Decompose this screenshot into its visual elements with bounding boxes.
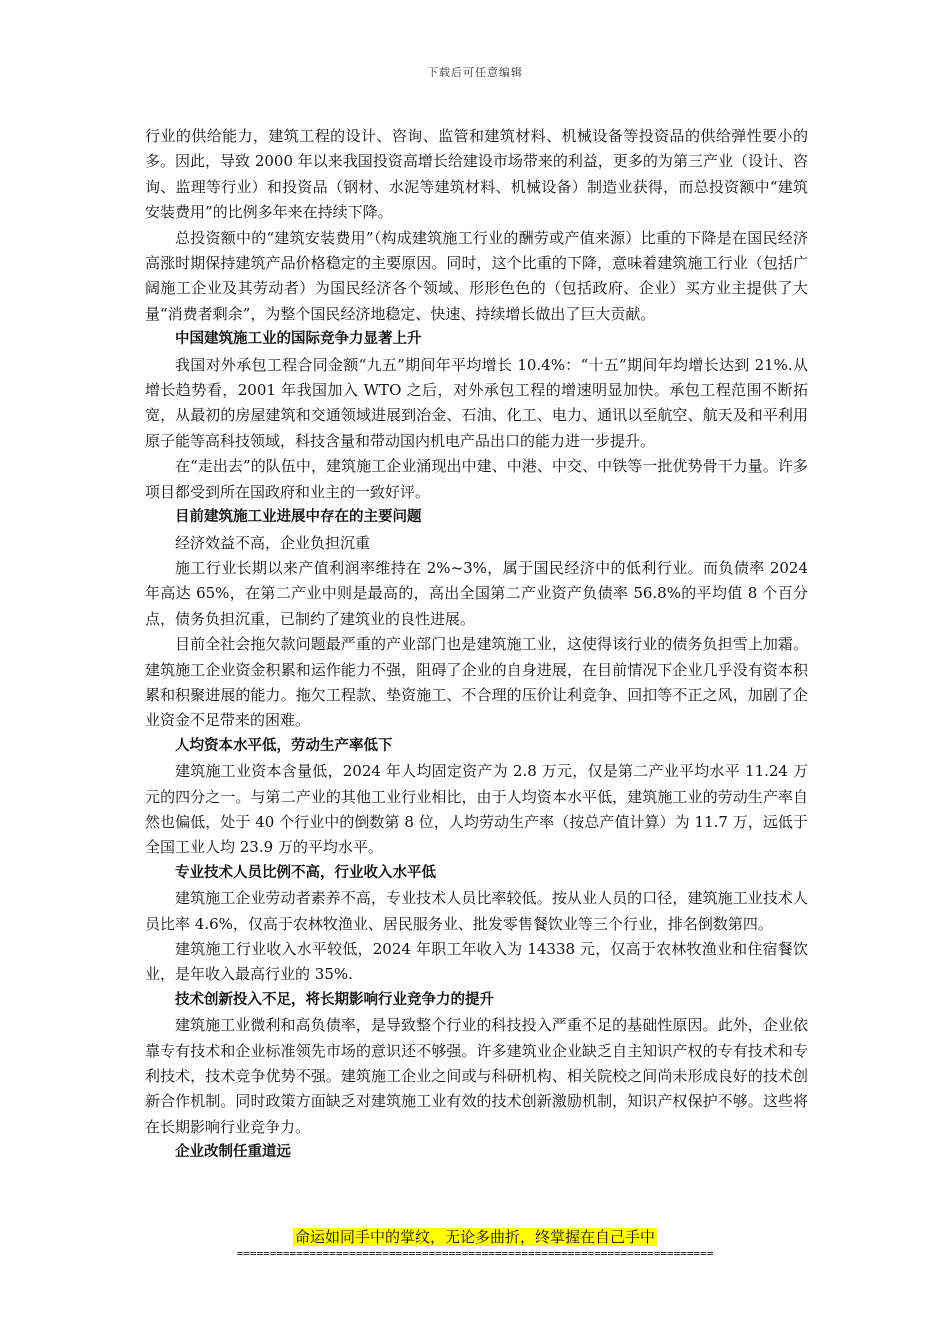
section-heading: 目前建筑施工业进展中存在的主要问题 xyxy=(175,509,422,526)
paragraph: 建筑施工业微利和高负债率，是导致整个行业的科技投入严重不足的基础性原因。此外，企业依靠专有技术和企业标准领先市场的意识还不够强。许多建筑业企业缺乏自主知识产权的专有技术和专利技术，技术竞争优势不强。建筑施工企业之间或与科研机构、相关院校之间尚未形成良好的技术创新合作机制。同时政策方面缺乏对建筑施工业有效的技术创新激励机制，知识产权保护不够。这些将在长期影响行业竞争力。 xyxy=(145,1016,808,1136)
paragraph: 行业的供给能力，建筑工程的设计、咨询、监管和建筑材料、机械设备等投资品的供给弹性要小的多。因此，导致 2000 年以来我国投资高增长给建设市场带来的利益，更多的为第三产业（设计、咨询、监理等行业）和投资品（钢材、水泥等建筑材料、机械设备）制造业获得，而总投资额中“建筑安装费用”的比例多年来在持续下降。 xyxy=(145,127,808,222)
highlighted-motto-text: 命运如同手中的掌纹，无论多曲折，终掌握在自己手中 xyxy=(294,1228,655,1246)
paragraph: 建筑施工业资本含量低，2024 年人均固定资产为 2.8 万元，仅是第二产业平均水平 11.24 万元的四分之一。与第二产业的其他工业行业相比，由于人均资本水平低，建筑施工业的劳动生产率自然也偏低，处于 40 个行业中的倒数第 8 位，人均劳动生产率（按总产值计算）为 11.7 万，远低于全国工业人均 23.9 万的平均水平。 xyxy=(145,762,808,857)
section-heading: 专业技术人员比例不高，行业收入水平低 xyxy=(175,864,436,881)
paragraph: 经济效益不高，企业负担沉重 xyxy=(175,533,371,552)
document-body xyxy=(145,124,808,1166)
paragraph: 我国对外承包工程合同金额“九五”期间年平均增长 10.4%：“十五”期间年均增长达到 21%.从增长趋势看，2001 年我国加入 WTO 之后，对外承包工程的增速明显加快。承包工程范围不断拓宽，从最初的房屋建筑和交通领域进展到冶金、石油、化工、电力、通讯以至航空、航天及和平利用原子能等高科技领域，科技含量和带动国内机电产品出口的能力进一步提升。 xyxy=(145,355,808,450)
page-header: 下载后可任意编辑 xyxy=(427,66,523,79)
section-heading: 技术创新投入不足，将长期影响行业竞争力的提升 xyxy=(175,991,494,1008)
section-heading: 企业改制任重道远 xyxy=(175,1144,291,1161)
paragraph: 在“走出去”的队伍中，建筑施工企业涌现出中建、中港、中交、中铁等一批优势骨干力量。许多项目都受到所在国政府和业主的一致好评。 xyxy=(145,457,808,501)
paragraph: 建筑施工企业劳动者素养不高，专业技术人员比率较低。按从业人员的口径，建筑施工业技术人员比率 4.6%，仅高于农林牧渔业、居民服务业、批发零售餐饮业等三个行业，排名倒数第四。 xyxy=(145,889,808,933)
paragraph: 建筑施工行业收入水平较低，2024 年职工年收入为 14338 元，仅高于农林牧渔业和住宿餐饮业，是年收入最高行业的 35%. xyxy=(145,940,808,984)
section-heading: 中国建筑施工业的国际竞争力显著上升 xyxy=(175,331,422,348)
paragraph: 总投资额中的“建筑安装费用”（构成建筑施工行业的酬劳或产值来源）比重的下降是在国民经济高涨时期保持建筑产品价格稳定的主要原因。同时，这个比重的下降，意味着建筑施工行业（包括广阔施工企业及其劳动者）为国民经济各个领域、形形色色的（包括政府、企业）买方业主提供了大量“消费者剩余”，为整个国民经济地稳定、快速、持续增长做出了巨大贡献。 xyxy=(145,228,808,323)
paragraph: 施工行业长期以来产值利润率维持在 2%~3%，属于国民经济中的低利行业。而负债率 2024 年高达 65%，在第二产业中则是最高的，高出全国第二产业资产负债率 56.8%的平均值 8 个百分点，债务负担沉重，已制约了建筑业的良性进展。 xyxy=(145,558,808,628)
footer-divider: ======================================================================== xyxy=(236,1247,714,1260)
section-heading: 人均资本水平低，劳动生产率低下 xyxy=(175,737,393,754)
paragraph: 目前全社会拖欠款问题最严重的产业部门也是建筑施工业，这使得该行业的债务负担雪上加霜。建筑施工企业资金积累和运作能力不强，阻碍了企业的自身进展，在目前情况下企业几乎没有资本积累和积聚进展的能力。拖欠工程款、垫资施工、不合理的压价让利竞争、回扣等不正之风，加剧了企业资金不足带来的困难。 xyxy=(145,635,808,730)
